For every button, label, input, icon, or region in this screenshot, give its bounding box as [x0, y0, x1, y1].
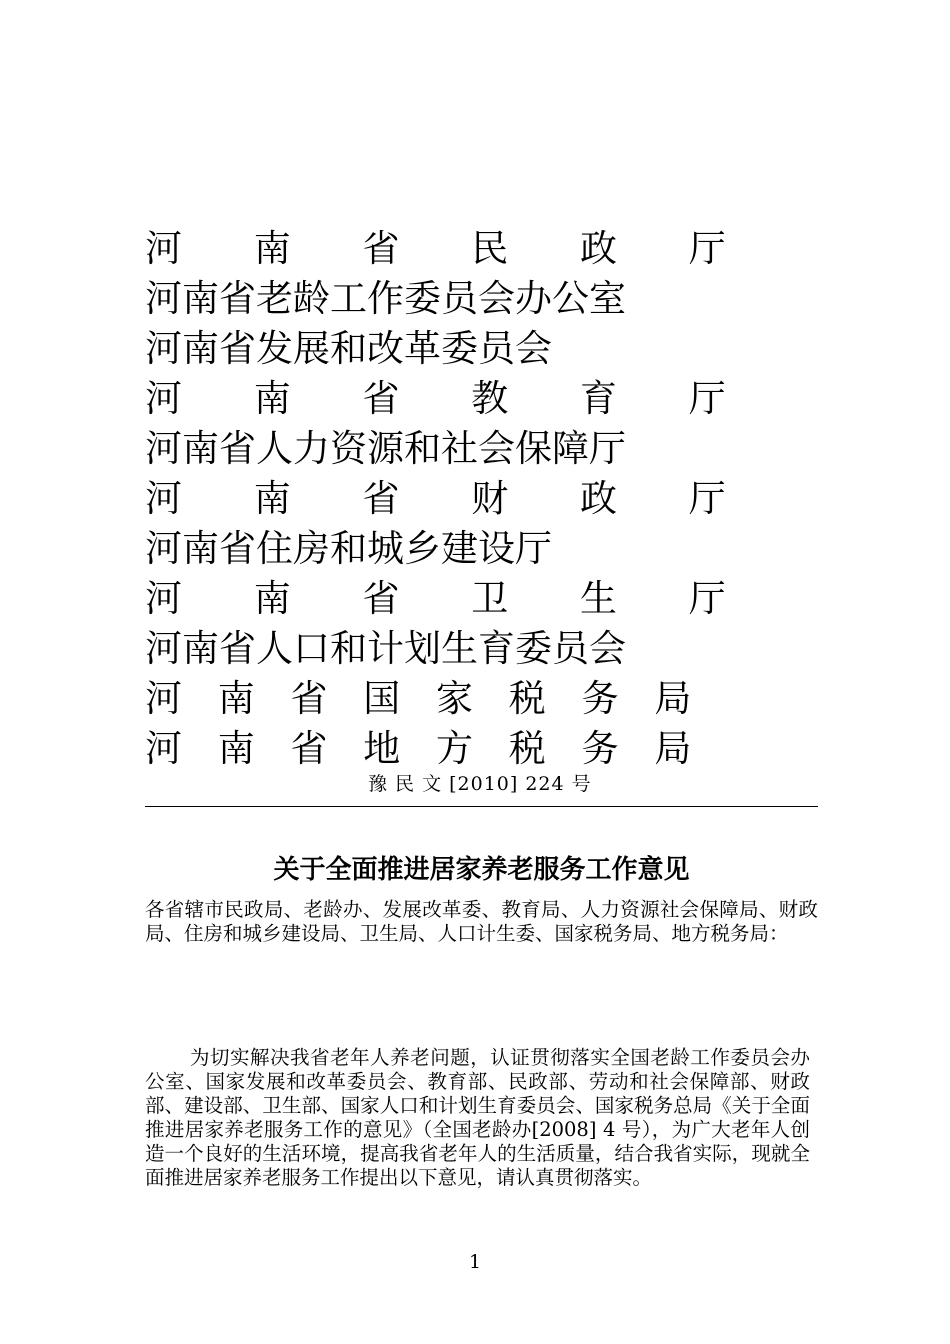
body-paragraph: 为切实解决我省老年人养老问题，认证贯彻落实全国老龄工作委员会办公室、国家发展和改革委员会、教育部、民政部、劳动和社会保障部、财政部、建设部、卫生部、国家人口和计划生育委员会、国家税务总局《关于全面推进居家养老服务工作的意见》（全国老龄办[2008] 4 号），为广大老年人创造一个良好的生活环境，提高我省老年人的生活质量，结合我省实际，现就全面推进居家养老服务工作提出以下意见，请认真贯彻落实。 — [145, 1046, 810, 1189]
issuer-line: 河 南 省 国 家 税 务 局 — [145, 677, 704, 720]
issuer-line: 河 南 省 财 政 厅 — [145, 477, 756, 520]
issuer-line: 河南省住房和城乡建设厅 — [145, 527, 552, 570]
issuer-line: 河南省老龄工作委员会办公室 — [145, 277, 626, 320]
issuer-line: 河 南 省 卫 生 厅 — [145, 577, 756, 620]
issuer-line: 河南省人口和计划生育委员会 — [145, 627, 626, 670]
recipients-salutation: 各省辖市民政局、老龄办、发展改革委、教育局、人力资源社会保障局、财政局、住房和城乡建设局、卫生局、人口计生委、国家税务局、地方税务局： — [145, 898, 818, 945]
issuer-line: 河 南 省 民 政 厅 — [145, 227, 756, 270]
header-divider — [145, 806, 818, 807]
issuer-line: 河 南 省 地 方 税 务 局 — [145, 727, 704, 770]
page-number: 1 — [468, 1251, 482, 1273]
document-number: 豫 民 文 [2010] 224 号 — [368, 773, 592, 795]
issuer-line: 河 南 省 教 育 厅 — [145, 377, 756, 420]
issuing-agencies — [145, 224, 825, 774]
document-title: 关于全面推进居家养老服务工作意见 — [273, 855, 690, 885]
issuer-line: 河南省人力资源和社会保障厅 — [145, 427, 626, 470]
issuer-line: 河南省发展和改革委员会 — [145, 327, 552, 370]
